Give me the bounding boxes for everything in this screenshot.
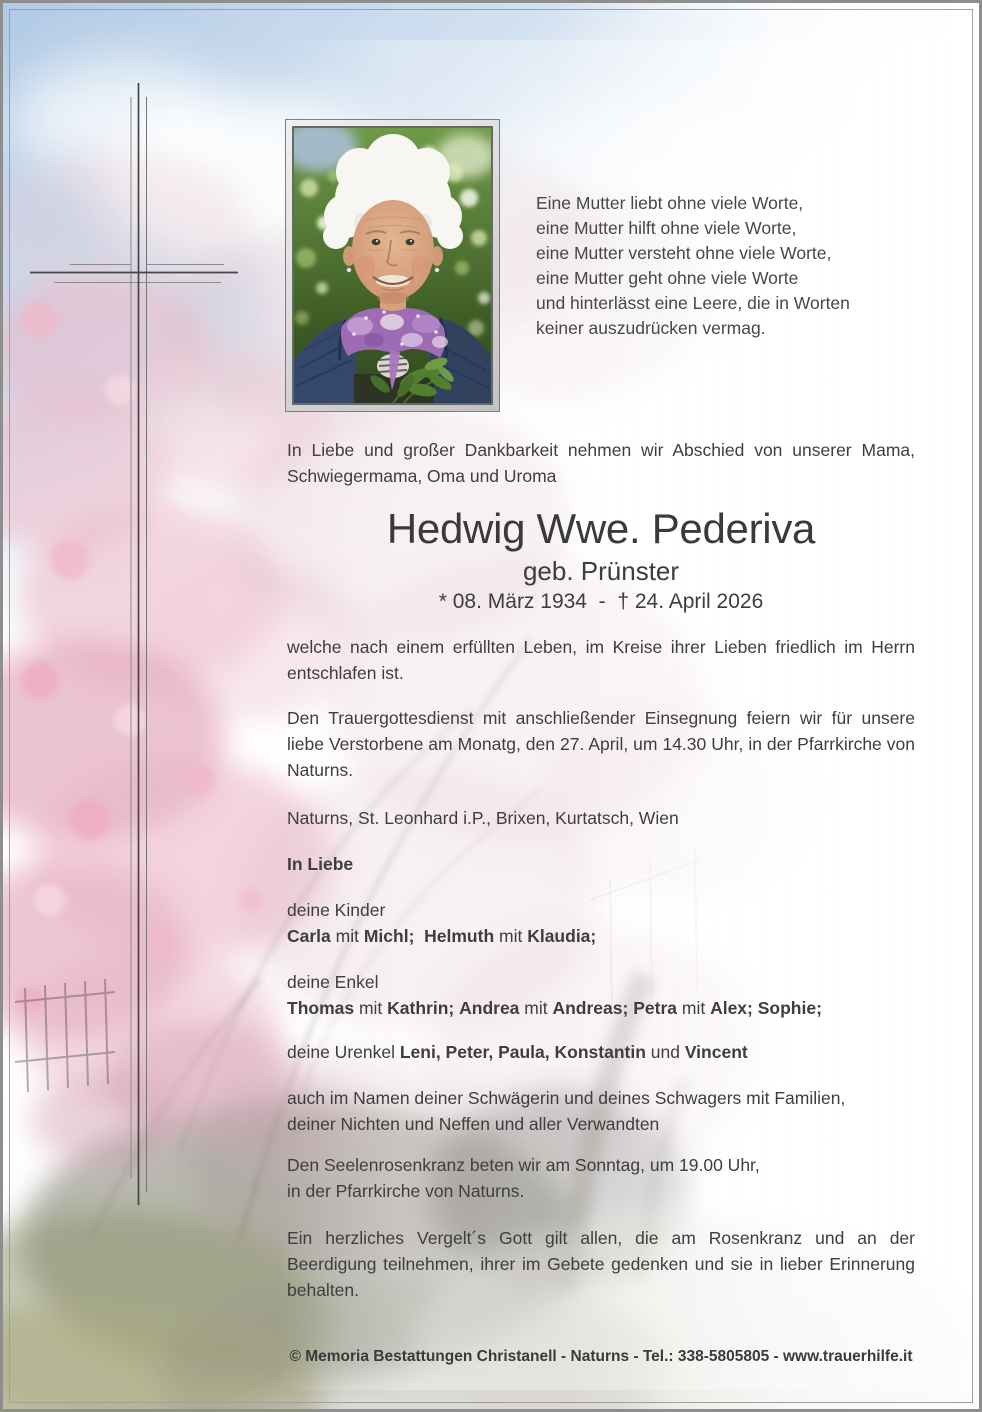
photo-mat bbox=[285, 119, 500, 412]
places-line: Naturns, St. Leonhard i.P., Brixen, Kurtatsch, Wien bbox=[287, 808, 679, 828]
deceased-name: Hedwig Wwe. Pederiva bbox=[386, 505, 816, 552]
poem: Eine Mutter liebt ohne viele Worte, eine Mutter hilft ohne viele Worte, eine Mutter versteht ohne viele Worte, eine Mutter geht ohne viele Worte und hinterlässt eine Leere, die in Worten keiner auszudrücken vermag. bbox=[536, 193, 850, 338]
closing-in-love: In Liebe bbox=[287, 854, 354, 874]
farewell-paragraph: welche nach einem erfüllten Leben, im Kreise ihrer Lieben friedlich im Herrn entschlafen ist. bbox=[287, 637, 915, 683]
service-paragraph: Den Trauergottesdienst mit anschließender Einsegnung feiern wir für unsere liebe Verstorbene am Monatg, den 27. April, um 14.30 Uhr, in der Pfarrkirche von Naturns. bbox=[287, 708, 915, 780]
great-grandchildren-line: deine Urenkel Leni, Peter, Paula, Konstantin und Vincent bbox=[287, 1042, 748, 1062]
grandchildren-label: deine Enkel bbox=[287, 972, 379, 992]
funeral-home-footer: © Memoria Bestattungen Christanell - Naturns - Tel.: 338-5805805 - www.trauerhilfe.it bbox=[289, 1348, 913, 1365]
portrait-photo bbox=[292, 126, 493, 405]
relatives-paragraph: auch im Namen deiner Schwägerin und deines Schwagers mit Familien, deiner Nichten und Neffen und aller Verwandten bbox=[287, 1088, 846, 1134]
children-names: Carla mit Michl; Helmuth mit Klaudia; bbox=[287, 926, 597, 946]
thanks-paragraph: Ein herzliches Vergelt´s Gott gilt allen, die am Rosenkranz und an der Beerdigung teilnehmen, ihrer im Gebete gedenken und sie in lieber Erinnerung behalten. bbox=[287, 1228, 915, 1300]
grandchildren-names: Thomas mit Kathrin; Andrea mit Andreas; Petra mit Alex; Sophie; bbox=[287, 998, 822, 1018]
maiden-name: geb. Prünster bbox=[522, 556, 680, 586]
rosary-paragraph: Den Seelenrosenkranz beten wir am Sonntag, um 19.00 Uhr, in der Pfarrkirche von Naturns. bbox=[287, 1155, 760, 1201]
children-label: deine Kinder bbox=[287, 900, 386, 920]
life-dates: * 08. März 1934 - † 24. April 2026 bbox=[438, 590, 764, 613]
intro-paragraph: In Liebe und großer Dankbarkeit nehmen wir Abschied von unserer Mama, Schwiegermama, Oma und Uroma bbox=[287, 440, 915, 486]
portrait-photo-frame bbox=[285, 119, 500, 412]
